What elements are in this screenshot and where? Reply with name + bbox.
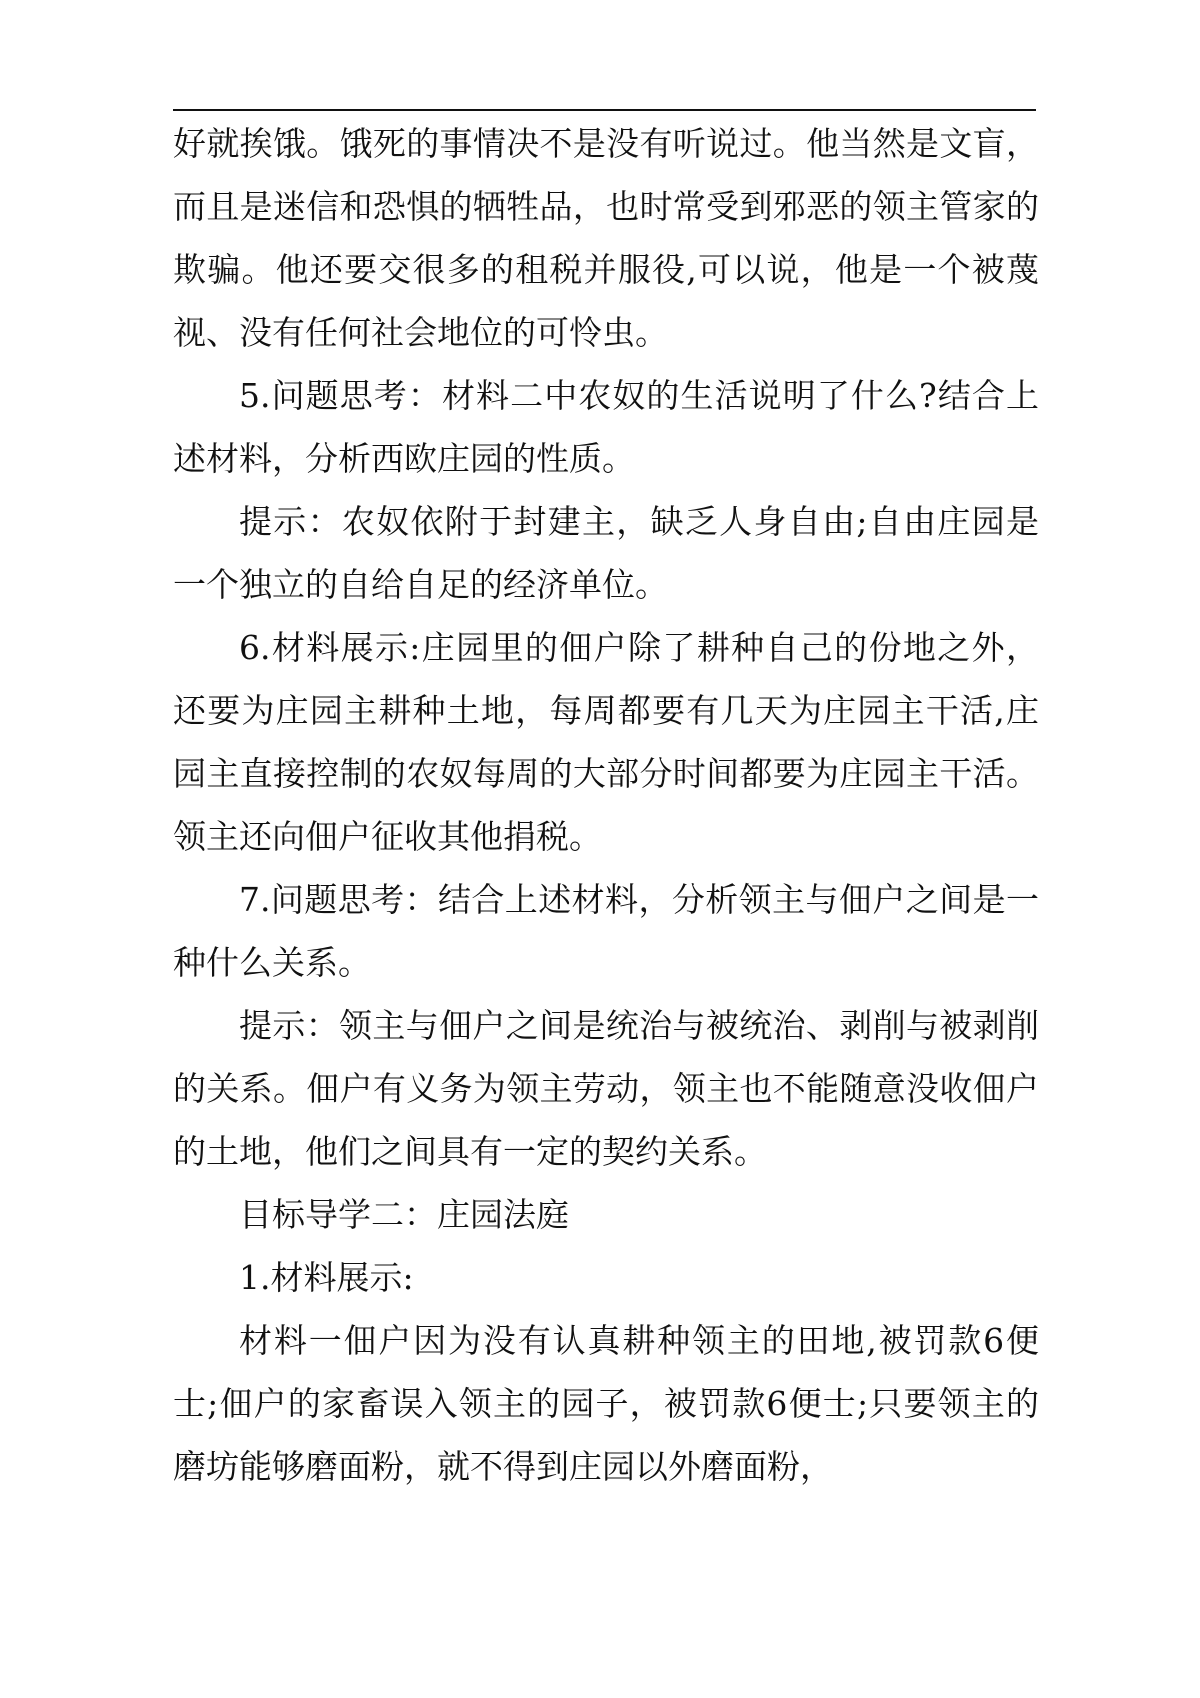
body-text xyxy=(173,112,1039,1498)
paragraph-hint-5: 提示：农奴依附于封建主，缺乏人身自由;自由庄园是一个独立的自给自足的经济单位。 xyxy=(173,502,1039,604)
paragraph-hint-7: 提示：领主与佃户之间是统治与被统治、剥削与被剥削的关系。佃户有义务为领主劳动，领主也不能随意没收佃户的土地，他们之间具有一定的契约关系。 xyxy=(173,1006,1039,1171)
paragraph-question-5: 5.问题思考：材料二中农奴的生活说明了什么?结合上述材料，分析西欧庄园的性质。 xyxy=(173,376,1039,478)
header-rule xyxy=(173,109,1036,111)
paragraph-continuation: 好就挨饿。饿死的事情决不是没有听说过。他当然是文盲，而且是迷信和恐惧的牺牲品，也时常受到邪恶的领主管家的欺骗。他还要交很多的租税并服役,可以说，他是一个被蔑视、没有任何社会地位的可怜虫。 xyxy=(173,124,1039,352)
paragraph-material-one: 材料一佃户因为没有认真耕种领主的田地,被罚款6便士;佃户的家畜误入领主的园子，被罚款6便士;只要领主的磨坊能够磨面粉，就不得到庄园以外磨面粉， xyxy=(173,1321,1039,1486)
paragraph-question-7: 7.问题思考：结合上述材料，分析领主与佃户之间是一种什么关系。 xyxy=(173,880,1039,982)
paragraph-material-label: 1.材料展示: xyxy=(239,1258,414,1297)
section-heading: 目标导学二：庄园法庭 xyxy=(239,1195,569,1234)
paragraph-material-6: 6.材料展示:庄园里的佃户除了耕种自己的份地之外，还要为庄园主耕种土地，每周都要有几天为庄园主干活,庄园主直接控制的农奴每周的大部分时间都要为庄园主干活。领主还向佃户征收其他捐税。 xyxy=(173,628,1039,856)
